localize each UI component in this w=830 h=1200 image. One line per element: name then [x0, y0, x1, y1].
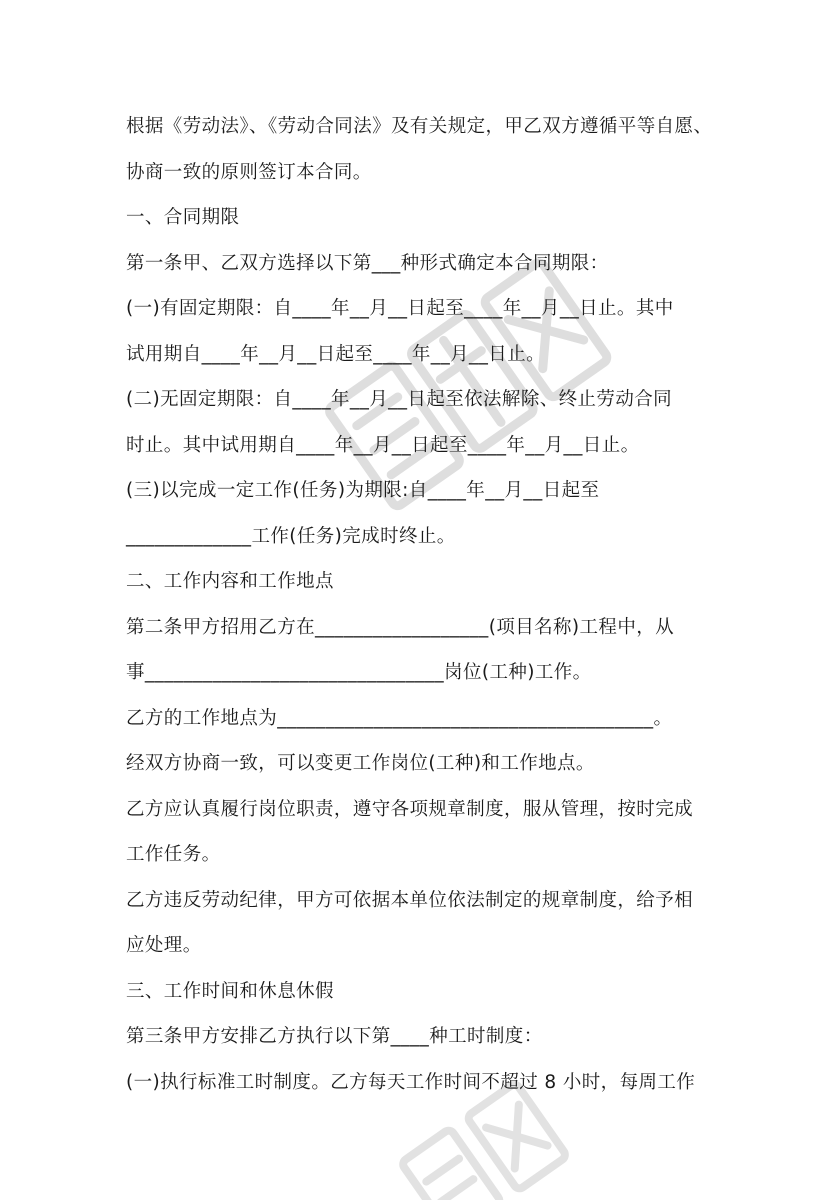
paragraph-line: 第三条甲方安排乙方执行以下第____种工时制度： — [126, 1026, 543, 1047]
paragraph-line: _____________工作(任务)完成时终止。 — [126, 525, 456, 547]
paragraph-line: 根据《劳动法》、《劳动合同法》及有关规定，甲乙双方遵循平等自愿、 — [126, 116, 713, 137]
paragraph-line: 试用期自____年__月__日起至____年__月__日止。 — [126, 343, 546, 365]
paragraph-line: 经双方协商一致，可以变更工作岗位(工种)和工作地点。 — [126, 753, 595, 774]
paragraph-line: 时止。其中试用期自____年__月__日起至____年__月__日止。 — [126, 434, 640, 456]
section-heading: 二、工作内容和工作地点 — [126, 571, 334, 592]
section-heading: 一、合同期限 — [126, 207, 240, 228]
paragraph-line: (一)执行标准工时制度。乙方每天工作时间不超过 8 小时，每周工作 — [126, 1071, 696, 1093]
paragraph-line: 第二条甲方招用乙方在__________________(项目名称)工程中，从 — [126, 616, 675, 638]
paragraph-line: 协商一致的原则签订本合同。 — [126, 161, 372, 183]
paragraph-line: 乙方的工作地点为_______________________________________。 — [126, 707, 673, 729]
paragraph-line: 事_______________________________岗位(工种)工作。 — [126, 662, 592, 683]
paragraph-line: (二)无固定期限：自____年__月__日起至依法解除、终止劳动合同 — [126, 389, 673, 410]
document-body — [126, 104, 726, 1105]
paragraph-line: 第一条甲、乙双方选择以下第___种形式确定本合同期限： — [126, 252, 609, 274]
paragraph-line: (一)有固定期限：自____年__月__日起至____年__月__日止。其中 — [126, 298, 674, 319]
section-heading: 三、工作时间和休息休假 — [126, 980, 334, 1002]
paragraph-line: 应处理。 — [126, 935, 202, 956]
paragraph-line: 乙方违反劳动纪律，甲方可依据本单位依法制定的规章制度，给予相 — [126, 889, 694, 911]
paragraph-line: 工作任务。 — [126, 844, 221, 865]
paragraph-line: 乙方应认真履行岗位职责，遵守各项规章制度，服从管理，按时完成 — [126, 798, 694, 820]
paragraph-line: (三)以完成一定工作(任务)为期限:自____年__月__日起至 — [126, 480, 600, 501]
